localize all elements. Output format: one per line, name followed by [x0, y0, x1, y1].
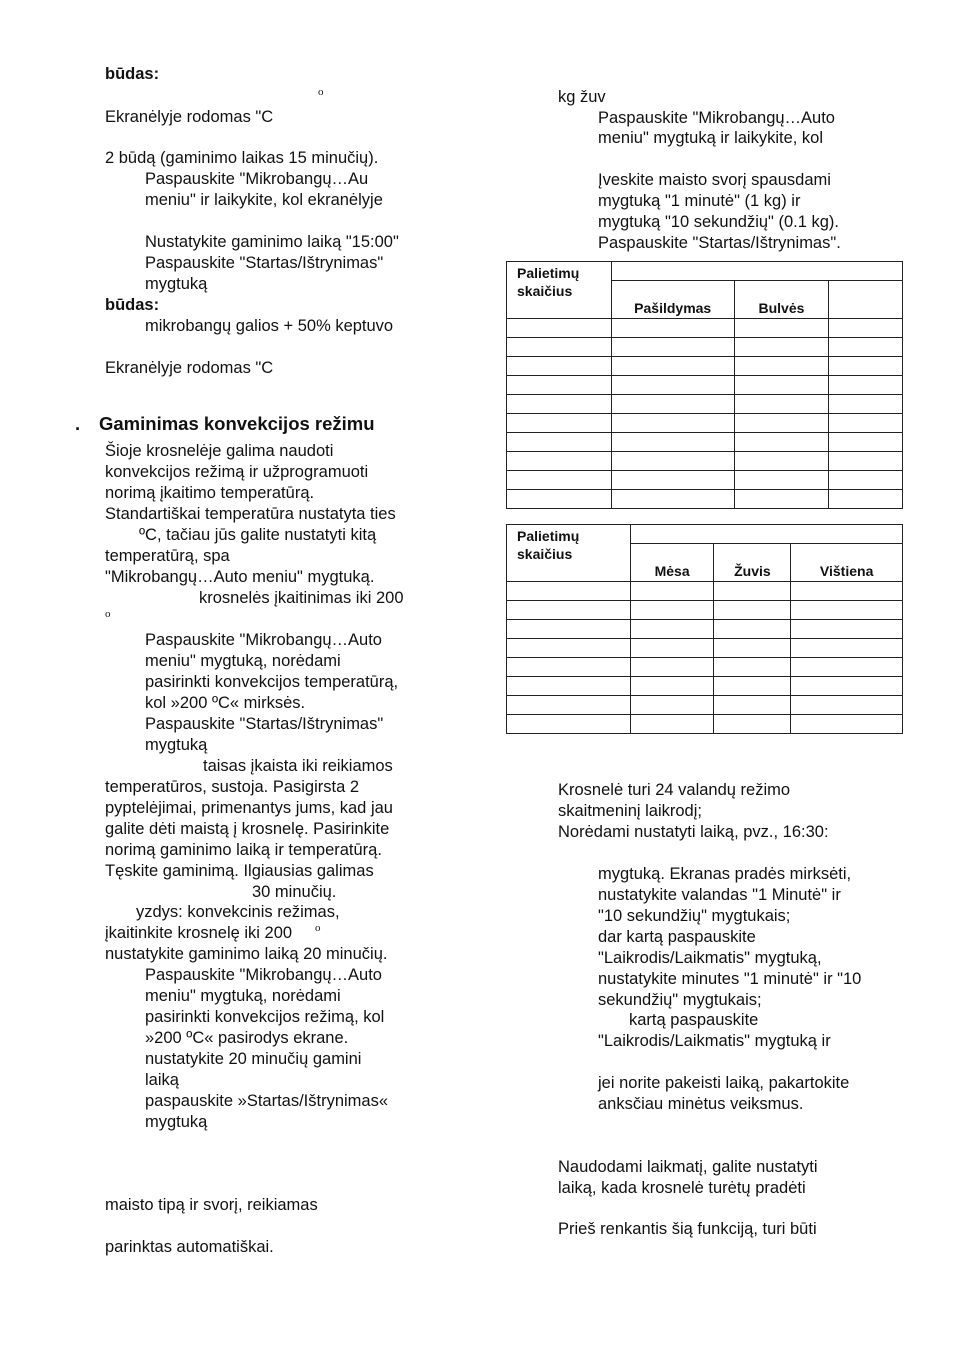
paragraph-line: konvekcijos režimą ir užprogramuoti [105, 463, 369, 481]
step-line: mikrobangų galios + 50% keptuvo [145, 317, 394, 335]
step-line: pasirinkti konvekcijos temperatūrą, [145, 673, 399, 691]
step-line: "Laikrodis/Laikmatis" mygtuką, [598, 949, 822, 967]
paragraph-line: laiką, kada krosnelė turėtų pradėti [558, 1179, 806, 1197]
paragraph-line: krosnelės įkaitinimas iki 200 [199, 589, 404, 607]
paragraph-line: Standartiškai temperatūra nustatyta ties [105, 505, 396, 523]
paragraph-line: Ekranėlyje rodomas "C [105, 108, 274, 126]
step-line: mygtuką "1 minutė" (1 kg) ir [598, 192, 801, 210]
table-row [507, 658, 903, 677]
section-heading: Gaminimas konvekcijos režimu [99, 413, 375, 434]
step-line: meniu" mygtuką, norėdami [145, 987, 341, 1005]
degree-mark: o [315, 922, 321, 934]
step-line: kartą paspauskite [629, 1011, 759, 1029]
paragraph-line: 30 minučių. [252, 883, 337, 901]
paragraph-line: parinktas automatiškai. [105, 1238, 274, 1256]
step-line: Paspauskite "Startas/Ištrynimas" [145, 715, 384, 733]
step-line: sekundžių" mygtukais; [598, 991, 762, 1009]
paragraph-line: norimą įkaitimo temperatūrą. [105, 484, 315, 502]
paragraph-line: skaitmeninį laikrodį; [558, 802, 702, 820]
paragraph-line: Prieš renkantis šią funkciją, turi būti [558, 1220, 817, 1238]
table-row [507, 715, 903, 734]
table-row [507, 471, 903, 490]
paragraph-line: Tęskite gaminimą. Ilgiausias galimas [105, 862, 374, 880]
table-row [507, 395, 903, 414]
method-label: būdas: [105, 65, 160, 83]
step-line: Paspauskite "Startas/Ištrynimas". [598, 234, 841, 252]
table-row [507, 620, 903, 639]
step-line: nustatykite minutes "1 minutė" ir "10 [598, 970, 862, 988]
table-row [507, 452, 903, 471]
degree-mark: o [105, 608, 111, 620]
paragraph-line: Naudodami laikmatį, galite nustatyti [558, 1158, 818, 1176]
step-line: mygtuką [145, 275, 208, 293]
step-line: Nustatykite gaminimo laiką "15:00" [145, 233, 399, 251]
table-row [507, 357, 903, 376]
step-line: meniu" mygtuką, norėdami [145, 652, 341, 670]
step-line: kol »200 ºC« mirksės. [145, 694, 306, 712]
table-row [507, 601, 903, 620]
step-line: jei norite pakeisti laiką, pakartokite [598, 1074, 850, 1092]
step-line: pasirinkti konvekcijos režimą, kol [145, 1008, 385, 1026]
table-row [507, 696, 903, 715]
step-line: Įveskite maisto svorį spausdami [598, 171, 831, 189]
step-line: mygtuką. Ekranas pradės mirksėti, [598, 865, 852, 883]
table-row [507, 319, 903, 338]
table-row [507, 677, 903, 696]
step-line: mygtuką [145, 1113, 208, 1131]
table-row [507, 414, 903, 433]
table-label: Palietimų skaičius [507, 525, 631, 582]
step-line: Paspauskite "Mikrobangų…Au [145, 170, 369, 188]
step-line: dar kartą paspauskite [598, 928, 756, 946]
paragraph-line: norimą gaminimo laiką ir temperatūrą. [105, 841, 382, 859]
column-header [829, 281, 903, 319]
step-line: laiką [145, 1071, 179, 1089]
paragraph-line: temperatūros, sustoja. Pasigirsta 2 [105, 778, 360, 796]
step-line: nustatykite valandas "1 Minutė" ir [598, 886, 841, 904]
paragraph-line: Norėdami nustatyti laiką, pvz., 16:30: [558, 823, 829, 841]
paragraph-line: "Mikrobangų…Auto meniu" mygtuką. [105, 568, 375, 586]
touch-count-table-1 [506, 261, 903, 509]
degree-mark: o [318, 86, 324, 98]
method-label: būdas: [105, 296, 160, 314]
paragraph-line: Krosnelė turi 24 valandų režimo [558, 781, 791, 799]
step-line: mygtuką "10 sekundžių" (0.1 kg). [598, 213, 839, 231]
paragraph-line: nustatykite gaminimo laiką 20 minučių. [105, 945, 388, 963]
step-line: meniu" ir laikykite, kol ekranėlyje [145, 191, 383, 209]
column-header: Bulvės [734, 281, 829, 319]
step-line: "10 sekundžių" mygtukais; [598, 907, 791, 925]
table-row [507, 490, 903, 509]
step-line: "Laikrodis/Laikmatis" mygtuką ir [598, 1032, 831, 1050]
step-line: Paspauskite "Mikrobangų…Auto [145, 966, 382, 984]
paragraph-line: 2 būdą (gaminimo laikas 15 minučių). [105, 149, 379, 167]
section-number: . [75, 413, 81, 434]
table-row [507, 639, 903, 658]
step-line: anksčiau minėtus veiksmus. [598, 1095, 804, 1113]
table-row [507, 338, 903, 357]
step-line: Paspauskite "Startas/Ištrynimas" [145, 254, 384, 272]
paragraph-line: ºC, tačiau jūs galite nustatyti kitą [139, 526, 377, 544]
step-line: Paspauskite "Mikrobangų…Auto [145, 631, 382, 649]
step-line: »200 ºC« pasirodys ekrane. [145, 1029, 349, 1047]
column-header: Mėsa [630, 544, 714, 582]
step-line: nustatykite 20 minučių gamini [145, 1050, 362, 1068]
table-row [507, 582, 903, 601]
paragraph-line: galite dėti maistą į krosnelę. Pasirinkite [105, 820, 390, 838]
paragraph-line: temperatūrą, spa [105, 547, 230, 565]
paragraph-line: taisas įkaista iki reikiamos [203, 757, 393, 775]
column-header: Žuvis [714, 544, 791, 582]
step-line: paspauskite »Startas/Ištrynimas« [145, 1092, 389, 1110]
paragraph-line: Šioje krosnelėje galima naudoti [105, 442, 334, 460]
table-label: Palietimų skaičius [507, 262, 612, 319]
column-header: Vištiena [791, 544, 903, 582]
paragraph-line: pyptelėjimai, primenantys jums, kad jau [105, 799, 393, 817]
paragraph-line: yzdys: konvekcinis režimas, [136, 903, 340, 921]
paragraph-line: maisto tipą ir svorį, reikiamas [105, 1196, 318, 1214]
paragraph-line: kg žuv [558, 88, 606, 106]
step-line: mygtuką [145, 736, 208, 754]
paragraph-line: įkaitinkite krosnelę iki 200 [105, 924, 293, 942]
table-row [507, 433, 903, 452]
step-line: Paspauskite "Mikrobangų…Auto [598, 109, 835, 127]
table-row [507, 376, 903, 395]
paragraph-line: Ekranėlyje rodomas "C [105, 359, 274, 377]
touch-count-table-2 [506, 524, 903, 734]
step-line: meniu" mygtuką ir laikykite, kol [598, 129, 824, 147]
column-header: Pašildymas [611, 281, 734, 319]
